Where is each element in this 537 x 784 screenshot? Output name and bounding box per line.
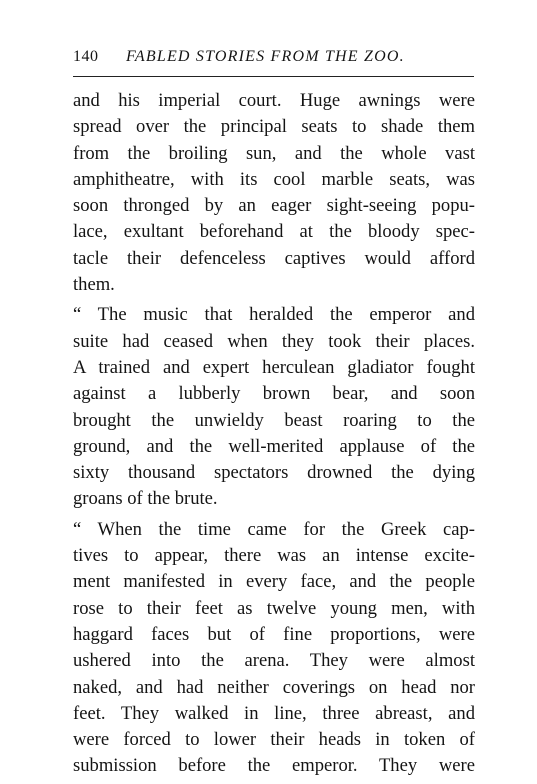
paragraph [73,88,475,298]
text-line: lace, exultant beforehand at the bloody spec- [73,221,475,243]
text-line: A trained and expert herculean gladiator fought [73,356,475,378]
text-line: against a lubberly brown bear, and soon [73,383,475,405]
text-line: and his imperial court. Huge awnings were [73,90,475,111]
text-line: suite had ceased when they took their places. [73,330,475,352]
text-line: them. [73,274,115,296]
body-text [73,88,475,780]
text-line: from the broiling sun, and the whole vast [73,142,475,164]
text-line: sixty thousand spectators drowned the dying [73,462,475,484]
text-line: soon thronged by an eager sight-seeing popu- [73,195,475,217]
text-line: ment manifested in every face, and the people [73,571,475,593]
page-number: 140 [73,48,99,65]
text-line: amphitheatre, with its cool marble seats, was [73,168,475,190]
text-line: submission before the emperor. They were [73,755,475,777]
page-header [73,48,473,74]
text-line: brought the unwieldy beast roaring to the [73,409,475,431]
text-line: ground, and the well-merited applause of the [73,435,475,457]
text-line: tacle their defenceless captives would afford [73,247,475,269]
text-line: spread over the principal seats to shade them [73,116,475,138]
header-rule [73,76,474,77]
text-line: ushered into the arena. They were almost [73,650,475,672]
text-line: feet. They walked in line, three abreast, and [73,702,475,724]
paragraph [73,302,475,512]
text-line: haggard faces but of fine proportions, were [73,623,475,645]
text-line: naked, and had neither coverings on head nor [73,676,475,698]
text-line: groans of the brute. [73,488,218,510]
paragraph [73,517,475,780]
text-line: were forced to lower their heads in token of [73,729,475,751]
text-line: rose to their feet as twelve young men, with [73,597,475,619]
running-title: FABLED STORIES FROM THE ZOO. [126,48,405,65]
text-line: “ The music that heralded the emperor and [73,304,475,326]
text-line: “ When the time came for the Greek cap- [73,518,475,540]
text-line: tives to appear, there was an intense excite- [73,545,475,567]
